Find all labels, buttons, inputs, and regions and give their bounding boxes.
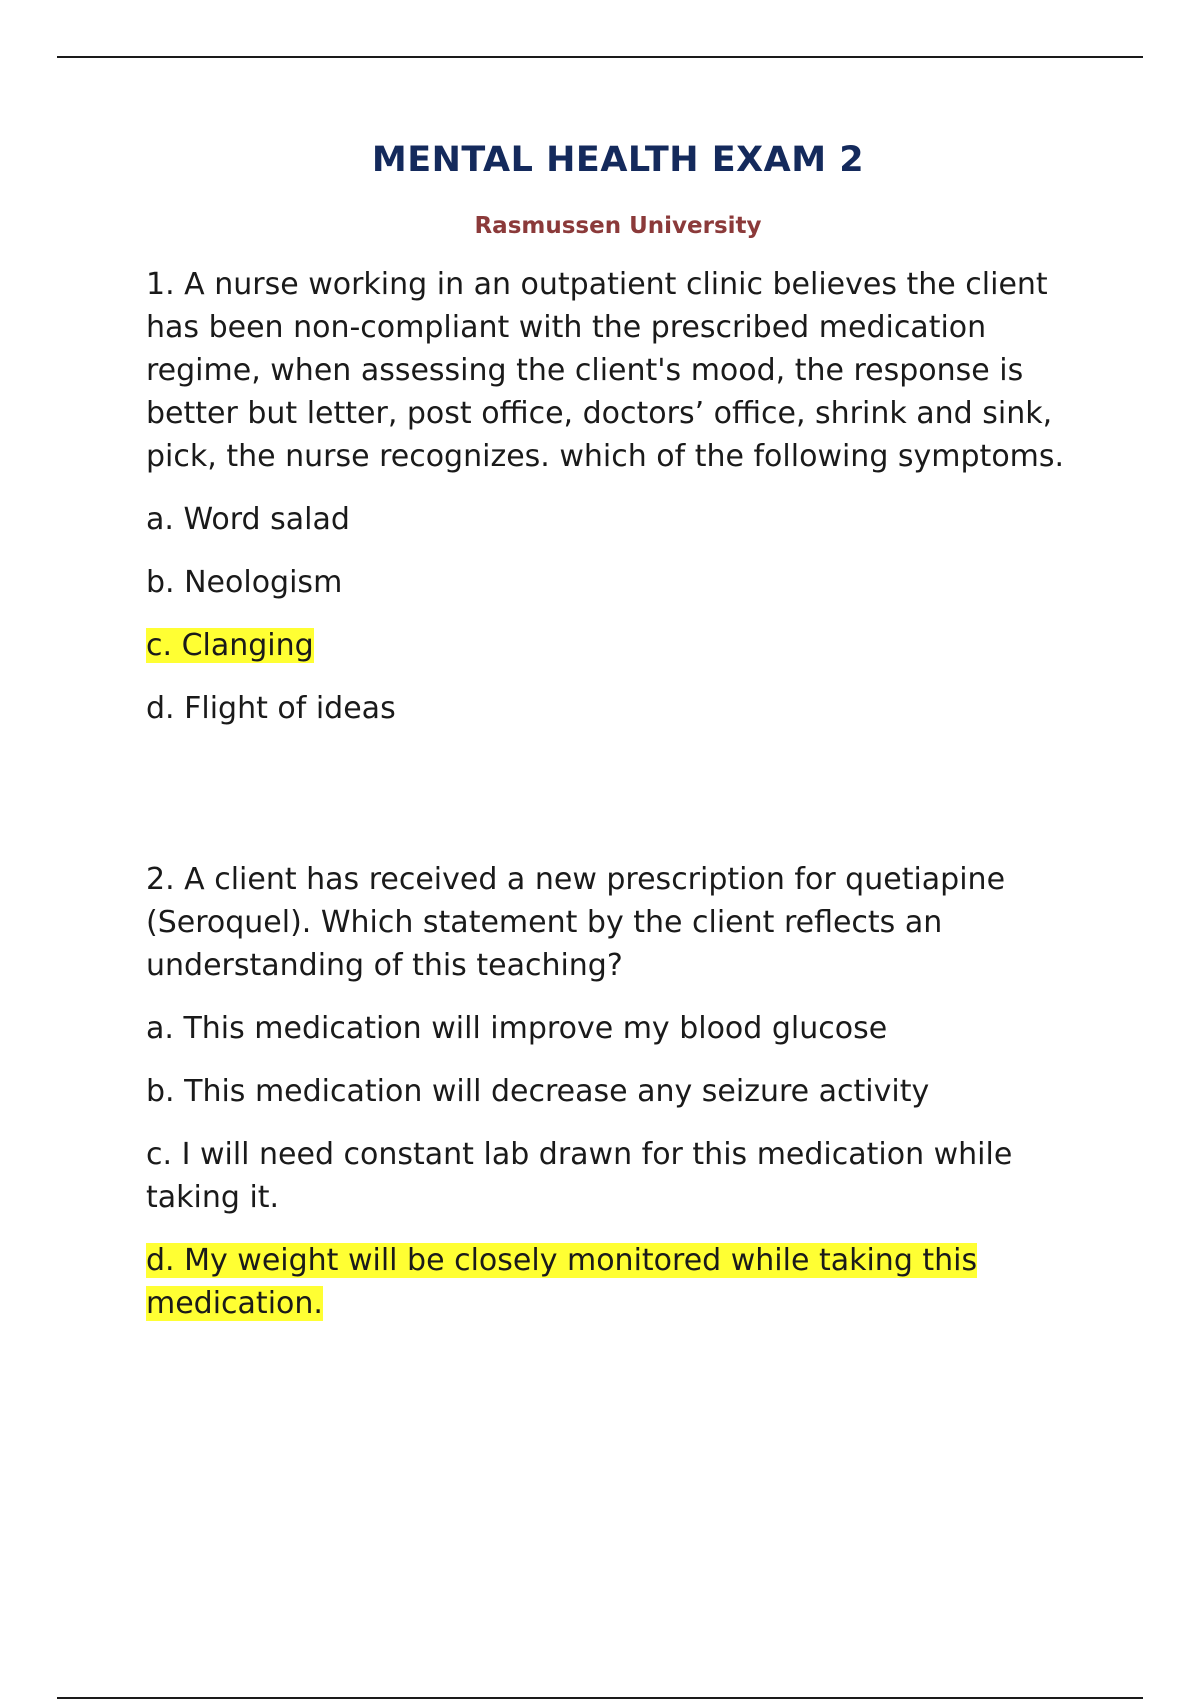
question-2-option-d (146, 1239, 1096, 1325)
bottom-divider (57, 1697, 1143, 1699)
question-1-option-d (146, 687, 1096, 730)
option-text: b. This medication will decrease any seizure activity (146, 1074, 930, 1109)
option-text: a. This medication will improve my blood glucose (146, 1011, 888, 1046)
question-1-option-a (146, 498, 1096, 541)
question-1 (146, 263, 1096, 750)
question-2-option-b (146, 1070, 1096, 1113)
option-text: c. I will need constant lab drawn for this medication while taking it. (146, 1137, 1013, 1215)
highlighted-answer: c. Clanging (146, 628, 314, 663)
top-divider (57, 56, 1143, 58)
document-subtitle: Rasmussen University (474, 213, 762, 239)
question-1-stem: 1. A nurse working in an outpatient clinic believes the client has been non-compliant with the prescribed medication regime, when assessing the client's mood, the response is better but letter, post office, doctors’ office, shrink and sink, pick, the nurse recognizes. which of the following symptoms. (146, 267, 1065, 474)
question-2 (146, 858, 1096, 1345)
option-text: a. Word salad (146, 502, 350, 537)
question-2-option-a (146, 1007, 1096, 1050)
question-1-option-c (146, 624, 1096, 667)
option-text: d. Flight of ideas (146, 691, 396, 726)
question-2-option-c (146, 1133, 1096, 1219)
question-1-option-b (146, 561, 1096, 604)
highlighted-answer: d. My weight will be closely monitored while taking this medication. (146, 1243, 978, 1321)
document-title: MENTAL HEALTH EXAM 2 (371, 140, 865, 180)
option-text: b. Neologism (146, 565, 343, 600)
question-2-stem: 2. A client has received a new prescription for quetiapine (Seroquel). Which statement by the client reflects an understanding of this teaching? (146, 862, 1006, 983)
